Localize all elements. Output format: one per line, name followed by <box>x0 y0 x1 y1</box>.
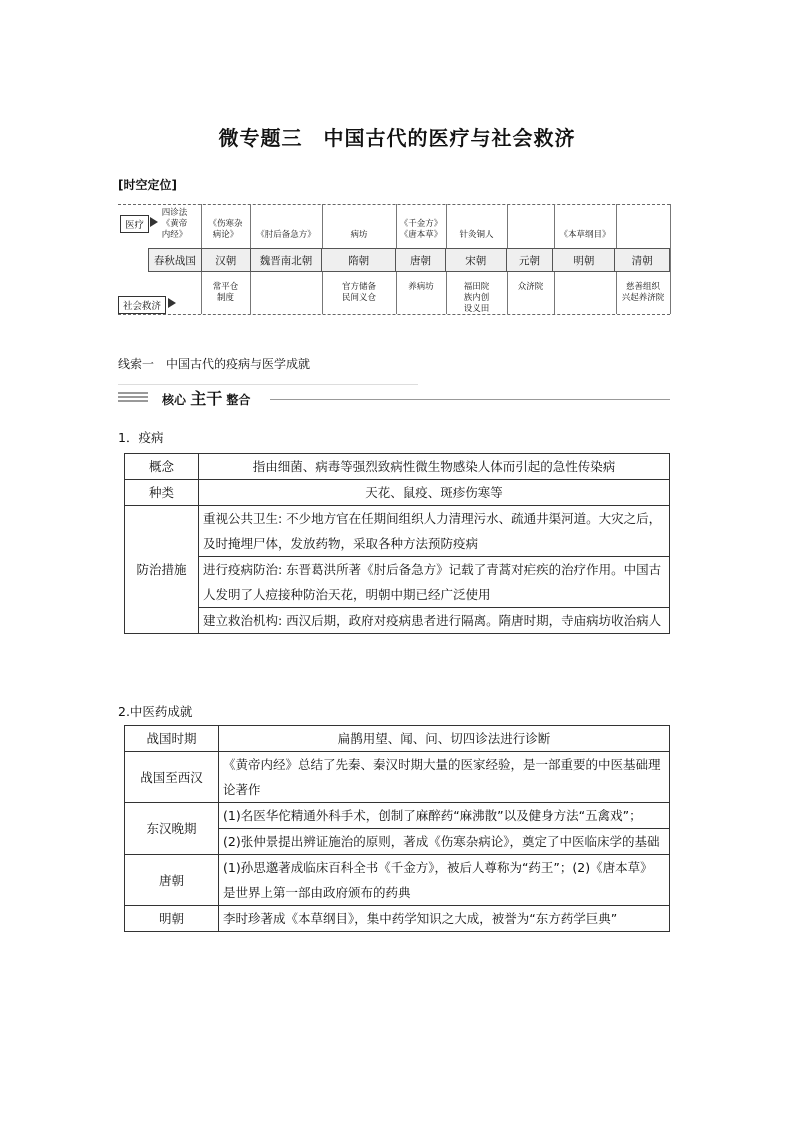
medical-entry-line: 《千金方》 <box>399 219 443 229</box>
dynasty-cell: 春秋战国 <box>149 249 202 271</box>
row-label: 种类 <box>125 480 199 506</box>
table-row <box>125 752 670 803</box>
medical-entry-line: 病论》 <box>212 230 239 240</box>
table-row <box>125 506 670 557</box>
social-entry-line: 常平仓 <box>212 282 239 292</box>
row-label: 东汉晚期 <box>125 803 219 855</box>
row-content: 李时珍著成《本草纲目》，集中药学知识之大成，被誉为“东方药学巨典” <box>219 906 670 932</box>
row-content: (2)张仲景提出辨证施治的原则，著成《伤寒杂病论》，奠定了中医临床学的基础 <box>219 829 670 855</box>
medical-entry-line: 《本草纲目》 <box>559 230 611 240</box>
dynasty-cell: 宋朝 <box>446 249 507 271</box>
row-content: 天花、鼠疫、斑疹伤寒等 <box>199 480 670 506</box>
medical-entry <box>545 230 625 241</box>
dynasty-cell: 元朝 <box>507 249 554 271</box>
epidemic-table <box>124 453 670 634</box>
banner-text <box>162 386 250 409</box>
dynasty-cell: 隋朝 <box>322 249 396 271</box>
section2-heading: 2.中医药成就 <box>118 704 193 719</box>
medical-entry-line: 针灸铜人 <box>459 230 494 240</box>
social-tag: 社会救济 <box>118 296 166 314</box>
social-entry-line: 官方储备 <box>341 282 376 292</box>
core-banner <box>118 384 670 410</box>
dynasty-cell: 魏晋南北朝 <box>251 249 323 271</box>
row-content: 重视公共卫生: 不少地方官在任期间组织人力清理污水、疏通井渠河道。大灾之后，及时掩埋尸体，发放药物，采取各种方法预防疫病 <box>199 506 670 557</box>
timeline-bottom-dash <box>118 314 670 315</box>
medical-entry-line: 内经》 <box>161 230 188 240</box>
social-tag-arrow <box>168 298 176 308</box>
social-entry-line: 民间义仓 <box>341 293 376 303</box>
banner-line <box>270 399 670 400</box>
social-entry <box>491 282 571 293</box>
thread-heading: 线索一 中国古代的疫病与医学成就 <box>118 357 311 371</box>
page-title: 微专题三 中国古代的医疗与社会救济 <box>218 126 576 150</box>
social-entry-line: 制度 <box>216 293 234 303</box>
dynasty-cell: 汉朝 <box>202 249 251 271</box>
row-label: 战国时期 <box>125 726 219 752</box>
row-label: 明朝 <box>125 906 219 932</box>
dynasty-cell: 唐朝 <box>396 249 446 271</box>
medical-entry-line: 病坊 <box>350 230 368 240</box>
social-entry-line: 族内创 <box>463 293 490 303</box>
social-entry-line: 众济院 <box>517 282 544 292</box>
social-entry <box>603 282 683 304</box>
table-row <box>125 855 670 906</box>
social-entry <box>186 282 266 304</box>
row-label: 唐朝 <box>125 855 219 906</box>
table-row <box>125 454 670 480</box>
row-label: 战国至西汉 <box>125 752 219 803</box>
section-label-spacetime: [时空定位] <box>118 178 177 192</box>
table-row <box>125 557 670 608</box>
medical-entry-line: 《肘后备急方》 <box>256 230 316 240</box>
medical-tag: 医疗 <box>120 215 149 233</box>
medical-entry <box>246 230 326 241</box>
social-entry-line: 福田院 <box>463 282 490 292</box>
row-content: 《黄帝内经》总结了先秦、秦汉时期大量的医家经验，是一部重要的中医基础理论著作 <box>219 752 670 803</box>
banner-word-b: 主干 <box>190 389 223 408</box>
dynasty-bar <box>148 248 670 272</box>
banner-grey-block <box>118 390 148 402</box>
row-label: 概念 <box>125 454 199 480</box>
row-content: 进行疫病防治: 东晋葛洪所著《肘后备急方》记载了青蒿对疟疾的治疗作用。中国古人发明了人痘接种防治天花，明朝中期已经广泛使用 <box>199 557 670 608</box>
table-row <box>125 726 670 752</box>
dynasty-cell: 明朝 <box>553 249 615 271</box>
medical-entry-line: 《唐本草》 <box>399 230 443 240</box>
social-entry-line: 兴起养济院 <box>621 293 665 303</box>
row-label: 防治措施 <box>125 506 199 634</box>
banner-word-a: 核心 <box>162 393 187 407</box>
table-row <box>125 608 670 634</box>
social-entry-line: 设义田 <box>463 304 490 314</box>
social-entry-line: 慈善组织 <box>625 282 660 292</box>
row-content: 建立救治机构: 西汉后期，政府对疫病患者进行隔离。隋唐时期，寺庙病坊收治病人 <box>199 608 670 634</box>
banner-top-line <box>118 384 418 385</box>
section1-heading: 1．疫病 <box>118 430 164 445</box>
row-content: (1)孙思邈著成临床百科全书《千金方》，被后人尊称为“药王”；(2)《唐本草》是世界上第一部由政府颁布的药典 <box>219 855 670 906</box>
medical-entry-line: 四诊法 <box>161 208 188 218</box>
row-content: 扁鹊用望、闻、问、切四诊法进行诊断 <box>219 726 670 752</box>
medical-entry-line: 《伤寒杂 <box>208 219 243 229</box>
medicine-table <box>124 725 670 932</box>
row-content: 指由细菌、病毒等强烈致病性微生物感染人体而引起的急性传染病 <box>199 454 670 480</box>
banner-word-c: 整合 <box>226 393 251 407</box>
medical-entry <box>437 230 517 241</box>
table-row <box>125 480 670 506</box>
table-row <box>125 906 670 932</box>
timeline-diagram <box>0 0 794 330</box>
row-content: (1)名医华佗精通外科手术，创制了麻醉药“麻沸散”以及健身方法“五禽戏”； <box>219 803 670 829</box>
medical-entry-line: 《黄帝 <box>161 219 188 229</box>
social-entry-line: 养病坊 <box>408 282 434 292</box>
dynasty-cell: 清朝 <box>631 254 653 267</box>
table-row <box>125 803 670 829</box>
